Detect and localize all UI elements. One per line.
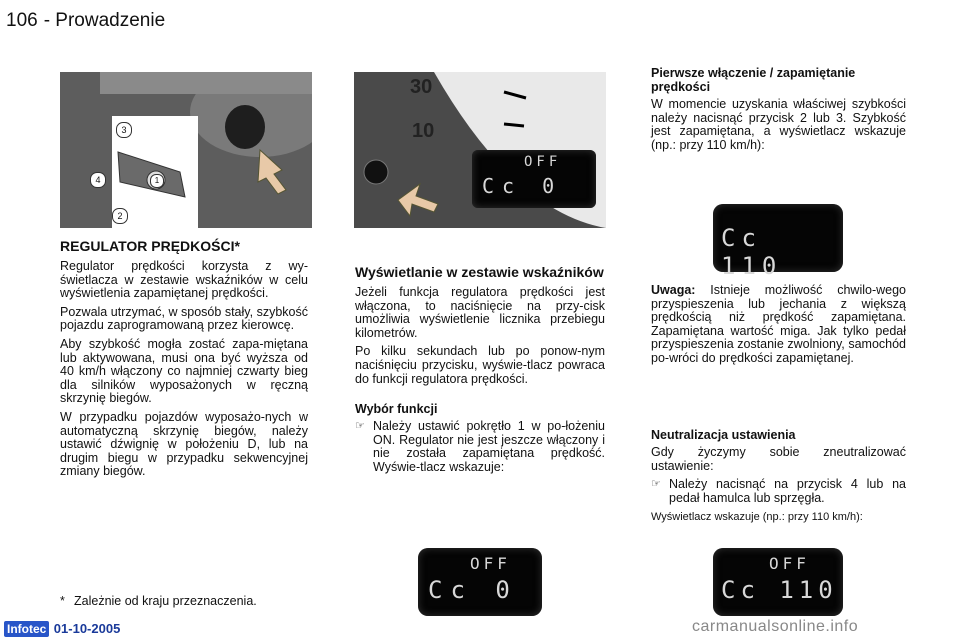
lever-illustration bbox=[60, 72, 312, 228]
paragraph: Pozwala utrzymać, w sposób stały, szybkość pojazdu zaprogramowaną przez kierowcę. bbox=[60, 304, 308, 333]
neutralize-block bbox=[651, 428, 906, 530]
column-3 bbox=[651, 66, 906, 157]
page-header bbox=[6, 10, 165, 32]
gauge-label-30: 30 bbox=[410, 76, 433, 98]
paragraph: Gdy życzymy sobie zneutralizować ustawienie: bbox=[651, 445, 906, 473]
display-caption: Wyświetlacz wskazuje (np.: przy 110 km/h): bbox=[651, 511, 863, 524]
footer bbox=[4, 620, 120, 638]
lever-callout-3: 3 bbox=[116, 122, 132, 138]
lcd-line2: Cc 110 bbox=[721, 576, 838, 604]
note-text: Istnieje możliwość chwilo-wego przyspieszenia lub jechania z większą prędkością niż prędkość zapamiętana. Zapamiętana wartość miga. Jak tylko pedał przyspieszenia zostanie zwolniony, samochód po-wróci do prędkości zapamiętanej. bbox=[651, 283, 906, 365]
paragraph: Regulator prędkości korzysta z wy-świetlacza w zestawie wskaźników w celu wyświetlenia zapamiętanej prędkości. bbox=[60, 259, 308, 301]
pointing-hand-icon: ☞ bbox=[355, 420, 365, 433]
footnote bbox=[60, 594, 257, 608]
photo-lcd-display bbox=[472, 150, 596, 208]
column-1 bbox=[60, 238, 308, 484]
lcd-display-off bbox=[418, 548, 542, 616]
instruction-bullet bbox=[651, 478, 906, 505]
pointing-hand-icon: ☞ bbox=[651, 478, 661, 491]
watermark: carmanualsonline.info bbox=[692, 618, 859, 635]
note-block bbox=[651, 284, 906, 371]
bullet-text: Należy ustawić pokrętło 1 w po-łożeniu ON. Regulator nie jest jeszcze włączony i nie została zapamiętana prędkość. Wyświe-tlacz wskazuje: bbox=[373, 419, 605, 474]
note-label: Uwaga: bbox=[651, 283, 696, 297]
paragraph: Aby szybkość mogła zostać zapa-miętana lub aktywowana, musi ona być wyższa od 40 km/h włączony co najmniej czwarty bieg dla silników wyposażonych w ręczną skrzynię biegów. bbox=[60, 336, 308, 406]
lever-photo bbox=[60, 72, 312, 228]
gauge-label-10: 10 bbox=[412, 120, 435, 142]
paragraph: W przypadku pojazdów wyposażo-nych w automatyczną skrzynię biegów, należy ustawić dźwignię w położeniu D, lub na drugim biegu w przypadku sekwencyjnej zmiany biegów. bbox=[60, 409, 308, 479]
footnote-text: Zależnie od kraju przeznaczenia. bbox=[74, 594, 257, 608]
lcd-display-110 bbox=[713, 204, 843, 280]
column-2 bbox=[355, 264, 605, 475]
lcd-line1: OFF bbox=[769, 554, 810, 573]
lcd-display-off-110 bbox=[713, 548, 843, 616]
section-heading-regulator: REGULATOR PRĘDKOŚCI* bbox=[60, 238, 240, 254]
publisher-logo: Infotec bbox=[4, 621, 49, 637]
instruction-bullet bbox=[355, 420, 605, 474]
paragraph: W momencie uzyskania właściwej szybkości należy nacisnąć przycisk 2 lub 3. Szybkość jest zapamiętana, a wyświetlacz wskazuje (np.: przy 110 km/h): bbox=[651, 97, 906, 152]
footer-date: 01-10-2005 bbox=[53, 621, 121, 636]
photo-lcd-line1: OFF bbox=[524, 154, 562, 170]
subheading-function-select: Wybór funkcji bbox=[355, 402, 438, 417]
photo-lcd-line2: Cc 0 bbox=[482, 174, 563, 198]
section-heading-neutralize: Neutralizacja ustawienia bbox=[651, 428, 796, 442]
lever-callout-4: 4 bbox=[90, 172, 106, 188]
paragraph: Jeżeli funkcja regulatora prędkości jest włączona, to naciśnięcie na przy-cisk umożliwia wyświetlenie licznika przebiegu kilometrów. bbox=[355, 285, 605, 340]
bullet-text: Należy nacisnąć na przycisk 4 lub na pedał hamulca lub sprzęgła. bbox=[669, 477, 906, 505]
paragraph: Po kilku sekundach lub po ponow-nym naciśnięciu przycisku, wyświe-tlacz powraca do funkcji regulatora prędkości. bbox=[355, 344, 605, 386]
cluster-photo bbox=[354, 72, 606, 228]
lcd-line1: OFF bbox=[470, 554, 511, 573]
lcd-line2: Cc 0 bbox=[428, 576, 518, 604]
lcd-line1: Cc 110 bbox=[721, 224, 783, 280]
lever-callout-1: 1 bbox=[150, 174, 164, 188]
page-number: 106 bbox=[6, 10, 38, 31]
lever-callout-2: 2 bbox=[112, 208, 128, 224]
section-heading-first-activation: Pierwsze włączenie / zapamiętanie prędkości bbox=[651, 66, 856, 94]
section-title: - Prowadzenie bbox=[43, 10, 166, 31]
section-heading-display: Wyświetlanie w zestawie wskaźników bbox=[355, 264, 604, 280]
footnote-mark: * bbox=[60, 594, 65, 608]
